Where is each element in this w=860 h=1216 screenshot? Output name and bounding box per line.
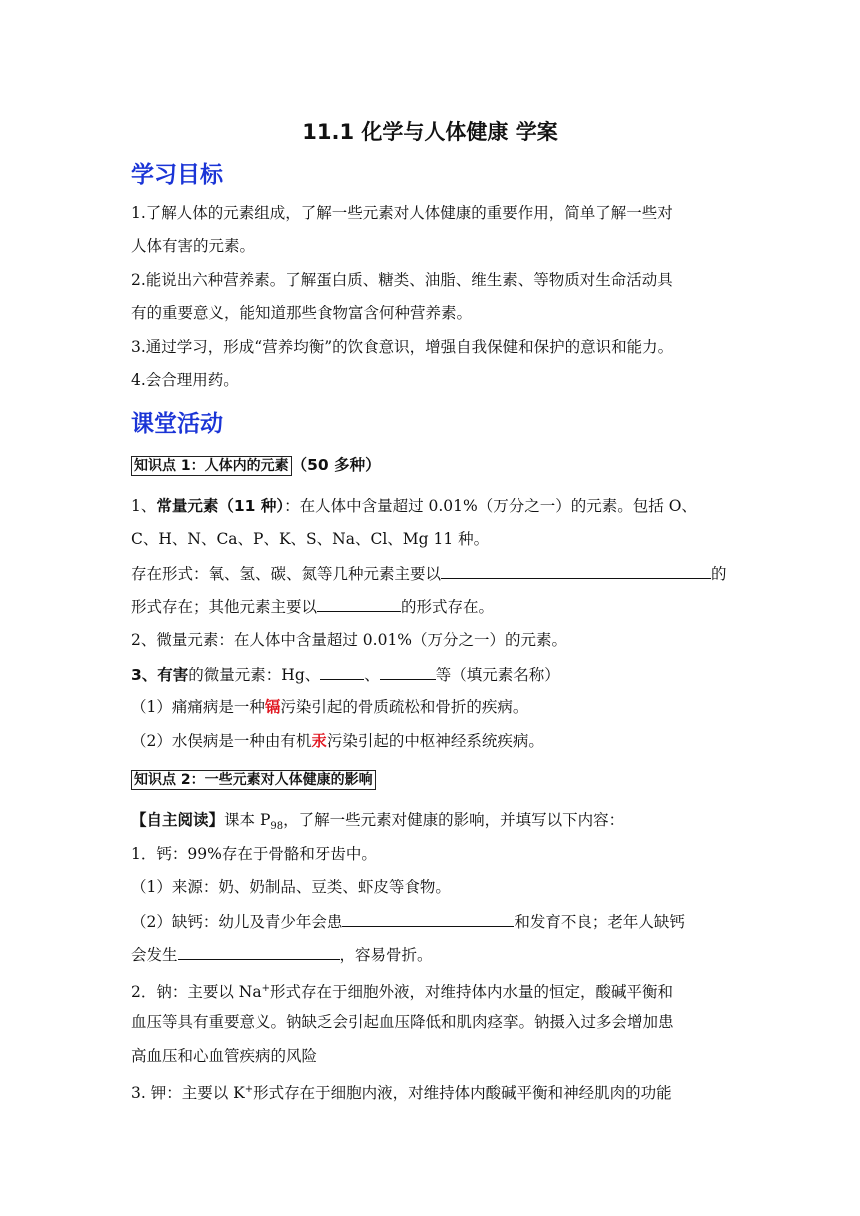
objective-2-line-1: 2.能说出六种营养素。了解蛋白质、糖类、油脂、维生素、等物质对生命活动具	[131, 271, 673, 289]
objective-4: 4.会合理用药。	[131, 371, 239, 389]
harmful-elements-term: 3、有害	[131, 666, 189, 684]
existence-form-suffix-2: 的形式存在。	[401, 598, 495, 616]
existence-form-line-1	[131, 563, 727, 584]
objective-3: 3.通过学习，形成“营养均衡”的饮食意识，增强自我保健和保护的意识和能力。	[131, 338, 674, 356]
knowledge-point-1-heading	[131, 455, 381, 476]
disease-text-rest: 污染引起的骨质疏松和骨折的疾病。	[280, 698, 529, 716]
self-reading-text-rest: ，了解一些元素对健康的影响，并填写以下内容：	[283, 811, 625, 829]
harmful-elements-hint: 等（填元素名称）	[435, 666, 560, 684]
calcium-source-line: （1）来源：奶、奶制品、豆类、虾皮等食物。	[131, 878, 451, 896]
section-heading-objectives: 学习目标	[131, 162, 223, 188]
potassium-line-1	[131, 1080, 672, 1103]
knowledge-point-1-label: 知识点 1：人体内的元素	[131, 456, 292, 476]
calcium-deficiency-line-1	[131, 911, 685, 932]
knowledge-point-1-suffix: （50 多种）	[291, 456, 381, 474]
page-subscript: 98	[270, 821, 284, 833]
highlighted-element-cadmium: 镉	[264, 697, 281, 716]
existence-form-suffix: 的	[711, 565, 727, 583]
calcium-deficiency-line-2	[131, 944, 433, 965]
harmful-elements-line	[131, 664, 560, 685]
minamata-disease-line	[131, 731, 544, 751]
calcium-deficiency-text: 会发生	[131, 946, 178, 964]
calcium-deficiency-text: （2）缺钙：幼儿及青少年会患	[131, 913, 343, 931]
charge-superscript: +	[244, 1084, 254, 1095]
harmful-elements-text: 的微量元素：Hg、	[188, 666, 321, 684]
item-number: 1、	[131, 497, 157, 515]
self-reading-tag: 【自主阅读】	[131, 811, 225, 829]
sodium-text-rest: 形式存在于细胞外液，对维持体内水量的恒定，酸碱平衡和	[269, 983, 673, 1002]
macro-elements-term: 常量元素（11 种）	[156, 497, 285, 515]
highlighted-element-mercury: 汞	[311, 731, 327, 750]
itai-itai-disease-line	[131, 697, 528, 717]
trace-elements-line: 2、微量元素：在人体中含量超过 0.01%（万分之一）的元素。	[131, 631, 568, 649]
objective-1-line-2: 人体有害的元素。	[131, 237, 256, 255]
calcium-deficiency-text-rest: 和发育不良；老年人缺钙	[514, 913, 685, 931]
disease-text-rest: 污染引起的中枢神经系统疾病。	[326, 732, 544, 750]
existence-form-line-2	[131, 596, 494, 617]
macro-elements-line-1	[131, 496, 697, 516]
knowledge-point-2-label: 知识点 2：一些元素对人体健康的影响	[131, 770, 376, 790]
calcium-deficiency-text-rest: ，容易骨折。	[339, 946, 433, 964]
macro-elements-text: ：在人体中含量超过 0.01%（万分之一）的元素。包括 O、	[284, 497, 697, 515]
calcium-line: 1．钙：99%存在于骨骼和牙齿中。	[131, 845, 377, 863]
existence-form-text-2: 形式存在；其他元素主要以	[131, 598, 318, 616]
objective-1-line-1: 1.了解人体的元素组成，了解一些元素对人体健康的重要作用，简单了解一些对	[131, 204, 673, 222]
section-heading-activities: 课堂活动	[131, 411, 223, 437]
macro-elements-line-2: C、H、N、Ca、P、K、S、Na、Cl、Mg 11 种。	[131, 530, 490, 548]
sodium-line-1	[131, 979, 673, 1002]
fill-in-blank[interactable]	[441, 563, 711, 579]
charge-superscript: +	[261, 983, 270, 994]
disease-text: （2）水俣病是一种由有机	[131, 732, 312, 750]
fill-in-blank[interactable]	[178, 944, 340, 960]
sodium-line-3: 高血压和心血管疾病的风险	[131, 1047, 318, 1065]
fill-in-blank[interactable]	[342, 911, 514, 927]
page-title: 11.1 化学与人体健康 学案	[302, 120, 558, 144]
fill-in-blank[interactable]	[320, 664, 364, 680]
separator: 、	[364, 666, 380, 684]
fill-in-blank[interactable]	[317, 596, 401, 612]
existence-form-text: 存在形式：氧、氢、碳、氮等几种元素主要以	[131, 565, 442, 583]
objective-2-line-2: 有的重要意义，能知道那些食物富含何种营养素。	[131, 304, 473, 322]
disease-text: （1）痛痛病是一种	[131, 698, 265, 716]
sodium-line-2: 血压等具有重要意义。钠缺乏会引起血压降低和肌肉痉挛。钠摄入过多会增加患	[131, 1013, 674, 1031]
potassium-text: 3. 钾：主要以 K	[131, 1084, 245, 1103]
fill-in-blank[interactable]	[380, 664, 436, 680]
sodium-text: 2．钠：主要以 Na	[131, 983, 262, 1002]
potassium-text-rest: 形式存在于细胞内液，对维持体内酸碱平衡和神经肌肉的功能	[253, 1084, 672, 1103]
knowledge-point-2-heading	[131, 769, 376, 790]
self-reading-text: 课本 P	[224, 811, 271, 829]
self-reading-line	[131, 810, 624, 837]
